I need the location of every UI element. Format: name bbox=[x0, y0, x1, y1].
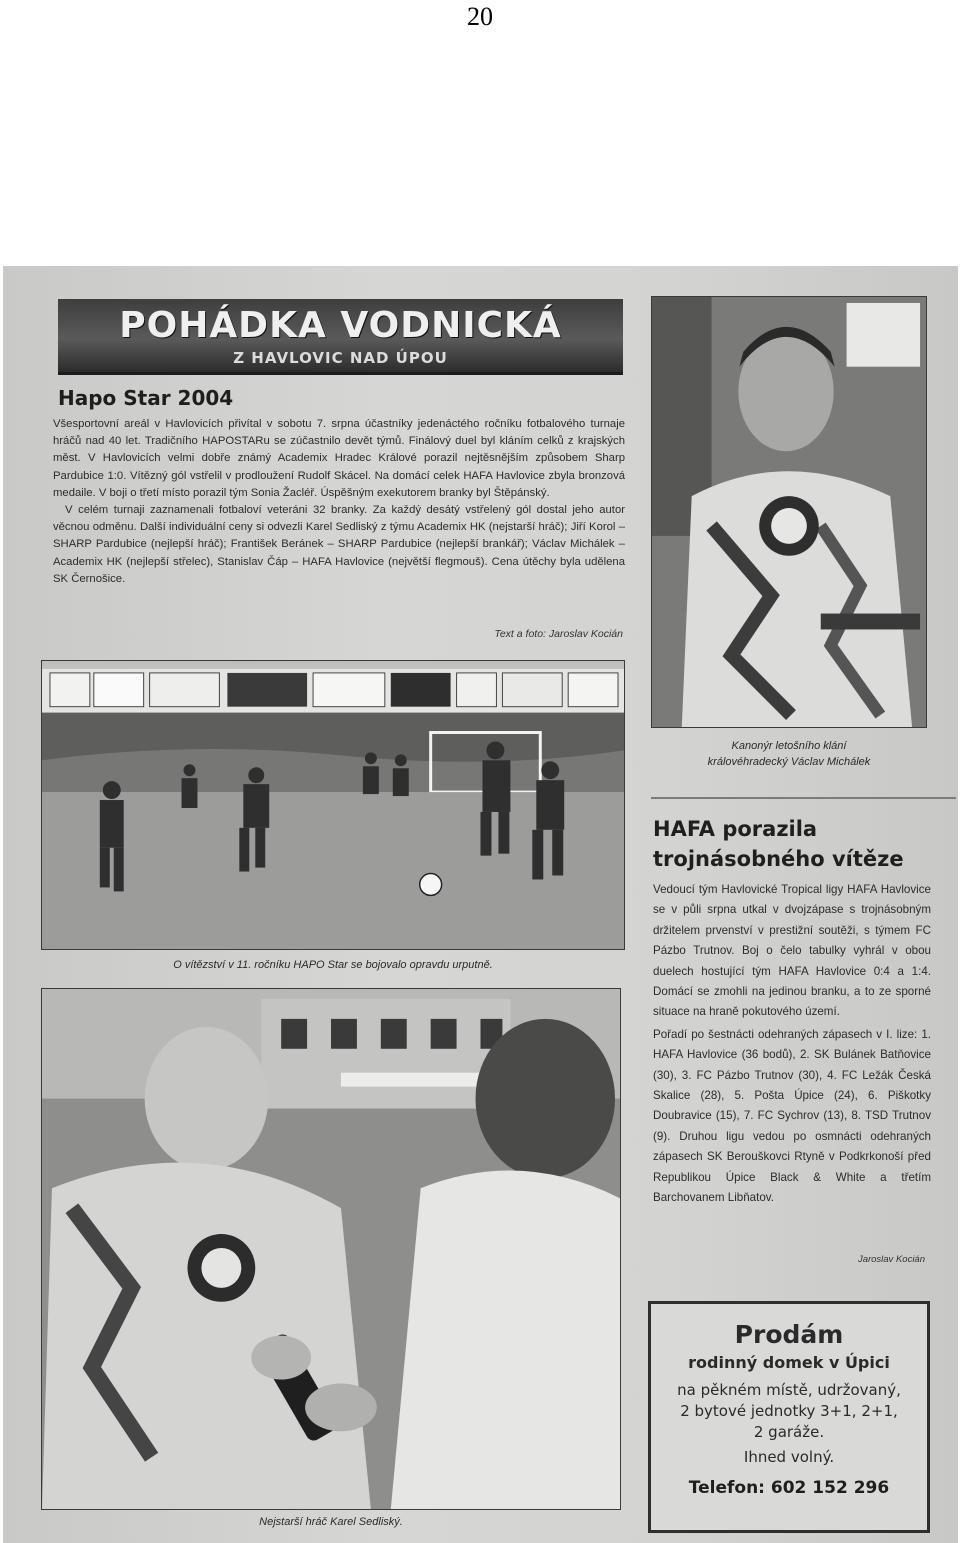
portrait-photo bbox=[651, 296, 927, 728]
sidebar-paragraph: Vedoucí tým Havlovické Tropical ligy HAFA Havlovice se v půli srpna utkal v dvojzápase s trojnásobným držitelem prvenství v prestižní soutěži, s týmem FC Pázbo Trutnov. Boj o čelo tabulky vyhrál v obou duelech hostující tým HAFA Havlovice 0:4 a 1:4. Domácí se zmohli na jedinou branku, a to ze sporné situace na hraně pokutového území. bbox=[653, 883, 931, 1019]
ad-line: 2 garáže. bbox=[753, 1423, 825, 1441]
masthead bbox=[58, 299, 623, 375]
masthead-subtitle: Z HAVLOVIC NAD ÚPOU bbox=[233, 349, 448, 367]
sidebar-heading-line: trojnásobného vítěze bbox=[653, 847, 904, 871]
sidebar-credit: Jaroslav Kocián bbox=[857, 1254, 925, 1265]
ad-line: Ihned volný. bbox=[743, 1448, 835, 1466]
ad-subtitle: rodinný domek v Úpici bbox=[688, 1353, 890, 1372]
portrait-caption-line: královéhradecký Václav Michálek bbox=[707, 756, 871, 768]
masthead-title: POHÁDKA VODNICKÁ bbox=[119, 305, 562, 346]
article-paragraph: V celém turnaji zaznamenali fotbaloví veteráni 32 branky. Za každý desátý vstřelený gól dostal jeho autor věcnou odměnu. Další individuální ceny si odvezli Karel Sedliský z týmu Academix HK (nejstarší hráč); Jiří Korol – SHARP Pardubice (nejlepší hráč); František Beránek – SHARP Pardubice (nejlepší brankář); Václav Michálek – Academix HK (nejlepší střelec), Stanislav Čáp – HAFA Havlovice (největší flegmouš). Cena útěchy byla udělena SK Černošice. bbox=[53, 504, 625, 585]
article-heading: Hapo Star 2004 bbox=[58, 386, 234, 410]
classified-ad bbox=[648, 1301, 930, 1533]
sidebar-heading bbox=[653, 814, 943, 874]
portrait-caption-line: Kanonýr letošního klání bbox=[731, 740, 847, 752]
magazine-page-scan bbox=[3, 266, 958, 1543]
ad-line: 2 bytové jednotky 3+1, 2+1, bbox=[680, 1402, 898, 1420]
award-photo-caption: Nejstarší hráč Karel Sedliský. bbox=[259, 1516, 403, 1528]
article-body bbox=[53, 416, 625, 588]
portrait-photo-caption bbox=[651, 738, 927, 770]
ad-phone: Telefon: 602 152 296 bbox=[688, 1478, 890, 1498]
portrait-photo-illustration bbox=[652, 297, 926, 727]
section-divider bbox=[651, 797, 956, 799]
soccer-photo-illustration bbox=[42, 661, 624, 949]
soccer-match-photo bbox=[41, 660, 625, 950]
page-number: 20 bbox=[467, 2, 493, 31]
soccer-photo-caption: O vítězství v 11. ročníku HAPO Star se bojovalo opravdu urputně. bbox=[173, 959, 493, 971]
award-photo bbox=[41, 988, 621, 1510]
sidebar-paragraph: Pořadí po šestnácti odehraných zápasech v I. lize: 1. HAFA Havlovice (36 bodů), 2. SK Bulánek Batňovice (30), 3. FC Pázbo Trutnov (30), 4. FC Ležák Česká Skalice (28), 5. Pošta Úpice (24), 6. Piškotky Doubravice (15), 7. FC Sychrov (13), 8. TSD Trutnov (9). Druhou ligu vedou po osmnácti odehraných zápasech SK Berouškovci Rtyně v Podkrkonoší před Republikou Úpice Black & White a třetím Barchovanem Libňatov. bbox=[653, 1027, 931, 1205]
ad-line: na pěkném místě, udržovaný, bbox=[677, 1381, 901, 1399]
article-credit: Text a foto: Jaroslav Kocián bbox=[494, 628, 623, 640]
ad-title: Prodám bbox=[734, 1320, 844, 1349]
article-paragraph: Všesportovní areál v Havlovicích přivítal v sobotu 7. srpna účastníky jedenáctého ročníku fotbalového turnaje hráčů nad 40 let. Tradičního HAPOSTARu se zúčastnilo devět týmů. Finálový duel byl kláním celků z krajských měst. V Havlovicích velmi dobře známý Academix Hradec Králové porazil nejtěsnějším způsobem Sharp Pardubice 1:0. Vítězný gól vstřelil v prodloužení Rudolf Skácel. Na domácí celek HAFA Havlovice zbyla bronzová medaile. V boji o třetí místo porazil tým Sonia Žacléř. Úspěšným exekutorem branky byl Štěpánský. bbox=[53, 418, 625, 499]
sidebar-heading-line: HAFA porazila bbox=[653, 817, 818, 841]
sidebar-body bbox=[653, 880, 931, 1209]
award-photo-illustration bbox=[42, 989, 620, 1509]
